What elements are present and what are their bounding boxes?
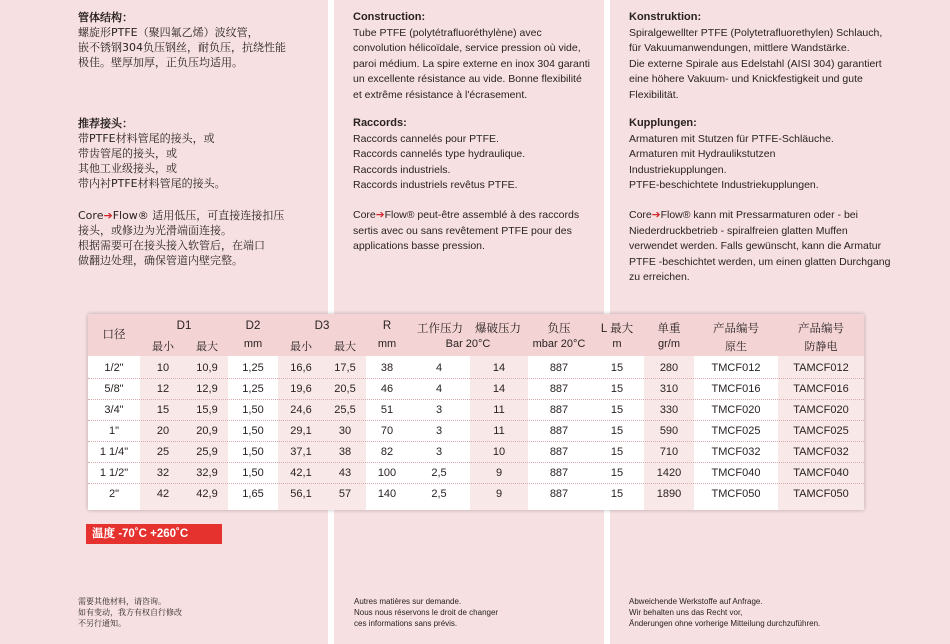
table-cell: TAMCF050 <box>793 488 849 500</box>
table-cell: 710 <box>659 446 679 458</box>
table-cell: 5/8" <box>104 383 124 395</box>
text-line: convolution hélicoïdale, service pression où vide, <box>353 42 581 54</box>
text-line: Nous nous réservons le droit de changer <box>354 608 499 617</box>
text-line: 嵌不锈钢304负压钢丝，耐负压，抗绕性能 <box>78 41 286 54</box>
text-line: PTFE-beschichtete Industriekupplungen. <box>629 179 819 191</box>
table-cell: 20 <box>156 425 170 437</box>
text-line: 不另行通知。 <box>78 619 126 628</box>
fr-coreflow-text <box>353 208 579 255</box>
table-cell: 82 <box>380 446 394 458</box>
table-cell: 15 <box>610 488 624 500</box>
table-cell: 3 <box>435 446 443 458</box>
fr-construction-title: Construction: <box>353 11 426 23</box>
zh-fittings-text <box>78 131 226 191</box>
table-cell: TAMCF032 <box>793 446 849 458</box>
table-cell: TMCF020 <box>711 404 761 416</box>
text-line: Autres matières sur demande. <box>354 597 462 606</box>
text-line: PTFE -beschichtet werden, um einen glatten Durchgang <box>629 255 891 268</box>
table-cell: 1890 <box>656 488 682 500</box>
table-cell: 887 <box>549 383 569 395</box>
table-cell: TMCF040 <box>711 467 761 479</box>
fr-fittings-text <box>353 132 525 194</box>
table-cell: 4 <box>435 362 443 374</box>
de-fittings-text <box>629 132 834 194</box>
table-cell: 15 <box>610 446 624 458</box>
text-line: für Vakuumanwendungen, mittlere Wandstärke. <box>629 42 850 54</box>
table-cell: 1 1/2" <box>99 467 129 479</box>
header-subcell: gr/m <box>658 338 680 350</box>
text-line: Tube PTFE (polytétrafluoréthylène) avec <box>353 26 542 39</box>
de-coreflow-text <box>629 208 890 286</box>
header-cell: L 最大 <box>600 323 634 335</box>
text-line: ces informations sans prévis. <box>354 619 458 628</box>
header-subcell: mm <box>243 338 263 350</box>
table-cell: TAMCF020 <box>793 404 849 416</box>
table-cell: 1,50 <box>242 446 264 458</box>
table-cell: 42,9 <box>196 488 218 500</box>
table-cell: 3 <box>435 425 443 437</box>
zh-fittings-title: 推荐接头： <box>78 117 133 130</box>
text-line: Core➔Flow® peut-être assemblé à des raccords <box>353 209 580 221</box>
header-cell: 产品编号 <box>713 323 759 335</box>
text-line: 带PTFE材料管尾的接头，或 <box>78 132 215 145</box>
table-cell: 24,6 <box>290 404 312 416</box>
table-cell: 25 <box>156 446 170 458</box>
table-cell: 56,1 <box>290 488 312 500</box>
table-cell: 9 <box>495 488 503 500</box>
table-cell: 1,50 <box>242 425 264 437</box>
text-line: 如有变动，我方有权自行修改 <box>78 608 182 617</box>
text-line: 螺旋形PTFE（聚四氟乙烯）波纹管， <box>78 26 259 39</box>
header-subcell: 原生 <box>725 341 747 353</box>
spec-table <box>88 314 864 510</box>
header-cell: 单重 <box>657 323 681 335</box>
text-line: eine höhere Vakuum- und Knickfestigkeit und gute <box>629 73 863 85</box>
header-subcell: 最小 <box>152 341 174 353</box>
header-cell: 工作压力 <box>417 323 463 335</box>
table-cell: 1420 <box>656 467 682 479</box>
table-cell: 37,1 <box>290 446 312 458</box>
table-cell: TMCF025 <box>711 425 761 437</box>
text-line: Raccords cannelés type hydraulique. <box>353 148 526 160</box>
table-cell: TMCF012 <box>711 362 761 374</box>
zh-footer <box>78 596 182 629</box>
header-subcell: 防静电 <box>804 341 838 353</box>
table-cell: 15,9 <box>196 404 218 416</box>
header-cell: 产品编号 <box>798 323 844 335</box>
table-cell: 20,5 <box>334 383 356 395</box>
header-subcell: Bar 20°C <box>445 338 491 350</box>
text-line: zu erreichen. <box>629 271 690 283</box>
header-subcell: 最大 <box>334 341 356 353</box>
table-cell: 14 <box>492 383 506 395</box>
text-line: Flexibilität. <box>629 88 679 101</box>
table-cell: 887 <box>549 425 569 437</box>
text-line: Wir behalten uns das Recht vor, <box>629 608 743 617</box>
header-subcell: 最小 <box>290 341 312 353</box>
table-cell: 280 <box>659 362 679 374</box>
table-cell: 10 <box>156 362 170 374</box>
table-cell: 16,6 <box>290 362 312 374</box>
table-cell: TAMCF025 <box>793 425 849 437</box>
header-cell: D3 <box>314 320 330 332</box>
table-cell: 20,9 <box>196 425 218 437</box>
table-cell: 887 <box>549 446 569 458</box>
text-line: 根据需要可在接头接入软管后，在端口 <box>78 239 265 252</box>
fr-fittings-title: Raccords: <box>353 117 407 129</box>
table-cell: 15 <box>610 467 624 479</box>
table-cell: 15 <box>156 404 170 416</box>
table-cell: 15 <box>610 362 624 374</box>
table-cell: TAMCF016 <box>793 383 849 395</box>
table-cell: 1,50 <box>242 467 264 479</box>
zh-construction-title: 管体结构： <box>78 11 133 24</box>
table-cell: 12 <box>156 383 170 395</box>
header-subcell: mm <box>377 338 397 350</box>
table-cell: 330 <box>659 404 679 416</box>
fr-construction-text <box>353 26 590 104</box>
table-cell: 1,25 <box>242 362 264 374</box>
table-cell: 46 <box>380 383 394 395</box>
text-line: 接头，或修边为光滑端面连接。 <box>78 224 232 237</box>
zh-construction-text <box>78 25 286 70</box>
table-cell: 42 <box>156 488 170 500</box>
table-cell: 32 <box>156 467 170 479</box>
text-line: 带内衬PTFE材料管尾的接头。 <box>78 177 226 190</box>
text-line: 极佳。壁厚加厚，正负压均适用。 <box>78 56 243 69</box>
table-cell: 4 <box>435 383 443 395</box>
table-cell: 9 <box>495 467 503 479</box>
header-subcell: m <box>612 338 622 350</box>
header-cell: D1 <box>176 320 192 332</box>
arrow-icon: ➔ <box>651 209 661 221</box>
table-cell: 140 <box>377 488 397 500</box>
table-cell: 887 <box>549 362 569 374</box>
de-construction-text <box>629 26 882 104</box>
text-line: un excellente résistance au vide. Bonne flexibilité <box>353 73 582 85</box>
table-cell: 12,9 <box>196 383 218 395</box>
table-cell: 43 <box>338 467 352 479</box>
text-line: et extrême résistance à l'écrasement. <box>353 88 528 101</box>
header-subcell: mbar 20°C <box>532 338 586 350</box>
table-cell: 30 <box>338 425 352 437</box>
text-line: verwendet werden. Falls gewünscht, kann die Armatur <box>629 240 882 252</box>
table-cell: 887 <box>549 488 569 500</box>
header-cell: 爆破压力 <box>475 323 521 335</box>
table-cell: 1,25 <box>242 383 264 395</box>
table-cell: 590 <box>659 425 679 437</box>
table-cell: 15 <box>610 425 624 437</box>
table-cell: 310 <box>659 383 679 395</box>
header-cell: 负压 <box>547 323 571 335</box>
table-cell: TAMCF012 <box>793 362 849 374</box>
table-cell: 887 <box>549 467 569 479</box>
table-cell: 42,1 <box>290 467 312 479</box>
table-cell: 2,5 <box>431 488 447 500</box>
text-line: Armaturen mit Hydraulikstutzen <box>629 148 776 160</box>
table-cell: 15 <box>610 383 624 395</box>
table-cell: 1,65 <box>242 488 264 500</box>
table-cell: 19,6 <box>290 383 312 395</box>
table-cell: TMCF050 <box>711 488 761 500</box>
zh-coreflow-text <box>78 208 284 268</box>
table-cell: 2" <box>108 488 120 500</box>
table-cell: 3 <box>435 404 443 416</box>
text-line: Raccords industriels revêtus PTFE. <box>353 179 518 191</box>
de-fittings-title: Kupplungen: <box>629 117 697 129</box>
text-line: 带齿管尾的接头，或 <box>78 147 177 160</box>
de-footer <box>629 596 820 629</box>
table-cell: 2,5 <box>431 467 447 479</box>
table-cell: 10 <box>492 446 506 458</box>
text-line: Raccords industriels. <box>353 163 451 176</box>
fr-footer <box>354 596 498 629</box>
text-line: Niederdruckbetrieb - spiralfreien glatten Muffen <box>629 224 848 237</box>
text-line: Industriekupplungen. <box>629 163 727 176</box>
text-line: 需要其他材料，请咨询。 <box>78 597 166 606</box>
table-cell: 25,9 <box>196 446 218 458</box>
text-line: Core➔Flow® kann mit Pressarmaturen oder - bei <box>629 209 858 221</box>
text-line: Core➔Flow® 适用低压，可直接连接扣压 <box>78 209 285 222</box>
table-cell: 100 <box>377 467 397 479</box>
table-cell: 1,50 <box>242 404 264 416</box>
header-cell: R <box>382 320 392 332</box>
table-cell: 11 <box>493 425 505 437</box>
table-cell: 1 1/4" <box>99 446 129 458</box>
table-cell: 11 <box>493 404 505 416</box>
table-cell: 32,9 <box>196 467 218 479</box>
text-line: applications basse pression. <box>353 240 485 252</box>
de-construction-title: Konstruktion: <box>629 11 702 23</box>
table-cell: TMCF016 <box>711 383 761 395</box>
table-cell: 38 <box>380 362 394 374</box>
table-cell: TAMCF040 <box>793 467 849 479</box>
temperature-badge: 温度 -70˚C +260˚C <box>86 524 222 544</box>
table-cell: TMCF032 <box>711 446 761 458</box>
text-line: paroi médium. La spire externe en inox 304 garanti <box>353 57 590 70</box>
arrow-icon: ➔ <box>375 209 385 221</box>
text-line: Die externe Spirale aus Edelstahl (AISI 304) garantiert <box>629 57 882 70</box>
table-cell: 14 <box>492 362 506 374</box>
text-line: Änderungen ohne vorherige Mitteilung durchzuführen. <box>629 619 821 628</box>
table-cell: 51 <box>380 404 394 416</box>
text-line: Armaturen mit Stutzen für PTFE-Schläuche. <box>629 132 834 145</box>
header-cell: D2 <box>245 320 261 332</box>
table-cell: 25,5 <box>334 404 356 416</box>
table-cell: 57 <box>338 488 352 500</box>
table-cell: 1/2" <box>104 362 124 374</box>
table-cell: 15 <box>610 404 624 416</box>
text-line: Spiralgewellter PTFE (Polytetrafluorethylen) Schlauch, <box>629 26 883 39</box>
table-cell: 17,5 <box>334 362 356 374</box>
header-subcell: 最大 <box>196 341 218 353</box>
text-line: 做翻边处理，确保管道内壁完整。 <box>78 254 243 267</box>
table-cell: 3/4" <box>104 404 124 416</box>
text-line: 其他工业级接头，或 <box>78 162 177 175</box>
text-line: sertis avec ou sans revêtement PTFE pour des <box>353 224 572 237</box>
text-line: Raccords cannelés pour PTFE. <box>353 132 499 145</box>
header-cell: 口径 <box>102 329 126 341</box>
table-cell: 10,9 <box>196 362 218 374</box>
text-line: Abweichende Werkstoffe auf Anfrage. <box>629 597 763 606</box>
table-cell: 38 <box>338 446 352 458</box>
table-cell: 1" <box>108 425 120 437</box>
arrow-icon: ➔ <box>103 209 113 222</box>
table-cell: 887 <box>549 404 569 416</box>
table-cell: 29,1 <box>290 425 312 437</box>
table-cell: 70 <box>380 425 394 437</box>
